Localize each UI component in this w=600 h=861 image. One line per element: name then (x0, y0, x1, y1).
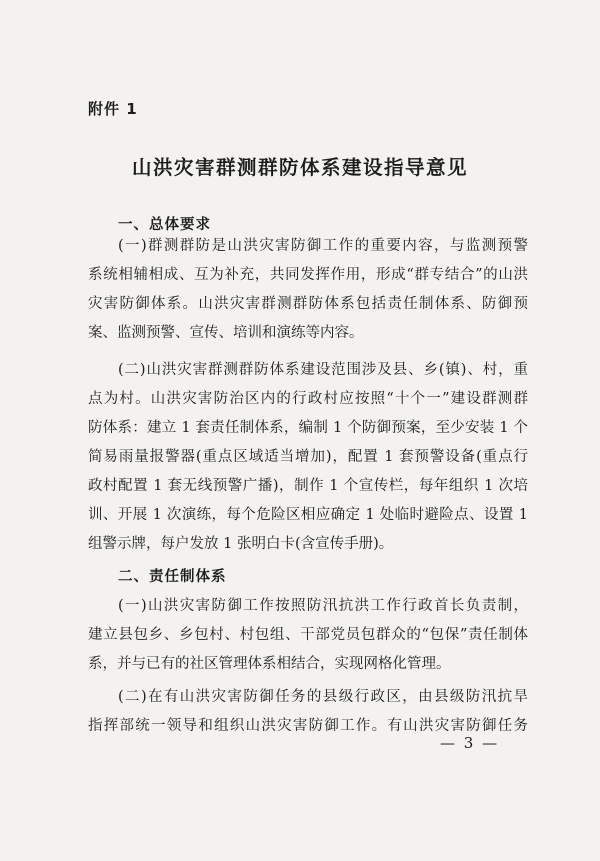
text-line: 灾害防御体系。山洪灾害群测群防体系包括责任制体系、防御预 (88, 296, 528, 312)
text-line: 点为村。山洪灾害防治区内的行政村应按照“十个一”建设群测群 (88, 391, 528, 407)
text-line: 训、开展 1 次演练，每个危险区相应确定 1 处临时避险点、设置 1 (88, 507, 528, 523)
paragraph-2-2 (88, 683, 528, 741)
paragraph-1-2 (88, 356, 528, 559)
text-line: 防体系：建立 1 套责任制体系，编制 1 个防御预案，至少安装 1 个 (88, 420, 528, 436)
attachment-label: 附件 1 (88, 100, 138, 118)
text-line: 简易雨量报警器(重点区域适当增加)，配置 1 套预警设备(重点行 (88, 449, 528, 465)
text-line: 案、监测预警、宣传、培训和演练等内容。 (88, 325, 364, 341)
text-line: 组警示牌，每户发放 1 张明白卡(含宣传手册)。 (88, 536, 394, 552)
paragraph-2-1 (88, 592, 528, 679)
document-title: 山洪灾害群测群防体系建设指导意见 (131, 156, 468, 179)
text-line: (二)山洪灾害群测群防体系建设范围涉及县、乡(镇)、村，重 (118, 362, 528, 378)
text-line: 系统相辅相成、互为补充，共同发挥作用，形成“群专结合”的山洪 (88, 267, 528, 283)
text-line: (二)在有山洪灾害防御任务的县级行政区，由县级防汛抗旱 (118, 689, 528, 705)
section-heading-general-requirements: 一、总体要求 (118, 217, 211, 233)
text-line: (一)山洪灾害防御工作按照防汛抗洪工作行政首长负责制， (118, 598, 528, 614)
text-line: (一)群测群防是山洪灾害防御工作的重要内容，与监测预警 (118, 238, 528, 254)
text-line: 政村配置 1 套无线预警广播)，制作 1 个宣传栏，每年组织 1 次培 (88, 478, 528, 494)
text-line: 建立县包乡、乡包村、村包组、干部党员包群众的“包保”责任制体 (88, 627, 528, 643)
text-line: 指挥部统一领导和组织山洪灾害防御工作。有山洪灾害防御任务 (88, 718, 528, 734)
paragraph-1-1 (88, 232, 528, 348)
page-number: — 3 — (440, 734, 500, 752)
text-line: 系，并与已有的社区管理体系相结合，实现网格化管理。 (88, 656, 451, 672)
section-heading-responsibility-system: 二、责任制体系 (118, 569, 227, 585)
